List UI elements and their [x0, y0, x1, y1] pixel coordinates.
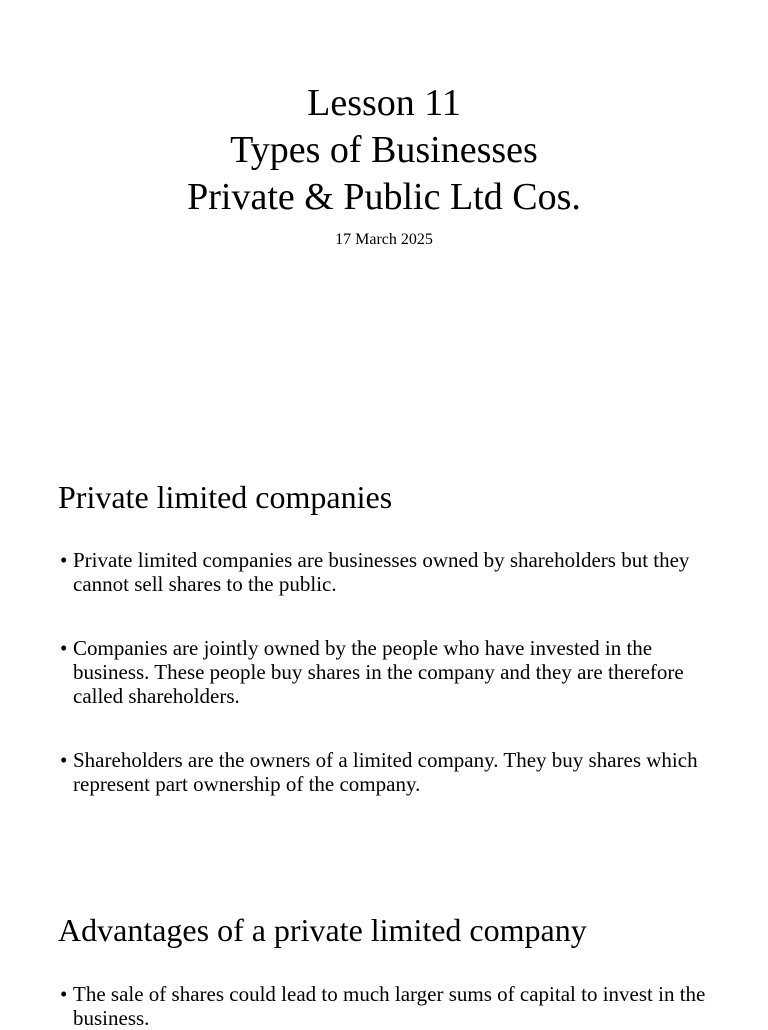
bullet-item: • The sale of shares could lead to much larger sums of capital to invest in the business.: [58, 982, 708, 1030]
title-line-topic: Types of Businesses: [230, 129, 538, 171]
title-slide: [0, 0, 768, 430]
slide-heading: Private limited companies: [58, 479, 393, 515]
bullet-list: [58, 548, 708, 796]
title-line-lesson: Lesson 11: [307, 82, 461, 124]
bullet-item: • Companies are jointly owned by the people who have invested in the business. These people buy shares in the company and they are therefore called shareholders.: [58, 636, 708, 708]
bullet-item: • Private limited companies are businesses owned by shareholders but they cannot sell shares to the public.: [58, 548, 708, 596]
bullet-list: [58, 982, 708, 1030]
slide-advantages-private-limited: [0, 911, 768, 1030]
slide-private-limited-companies: [0, 478, 768, 796]
slide-heading: Advantages of a private limited company: [58, 912, 587, 948]
title-line-subtopic: Private & Public Ltd Cos.: [187, 176, 581, 218]
slide-date: 17 March 2025: [335, 231, 433, 248]
bullet-item: • Shareholders are the owners of a limited company. They buy shares which represent part ownership of the company.: [58, 748, 708, 796]
slide-title: [0, 80, 768, 221]
